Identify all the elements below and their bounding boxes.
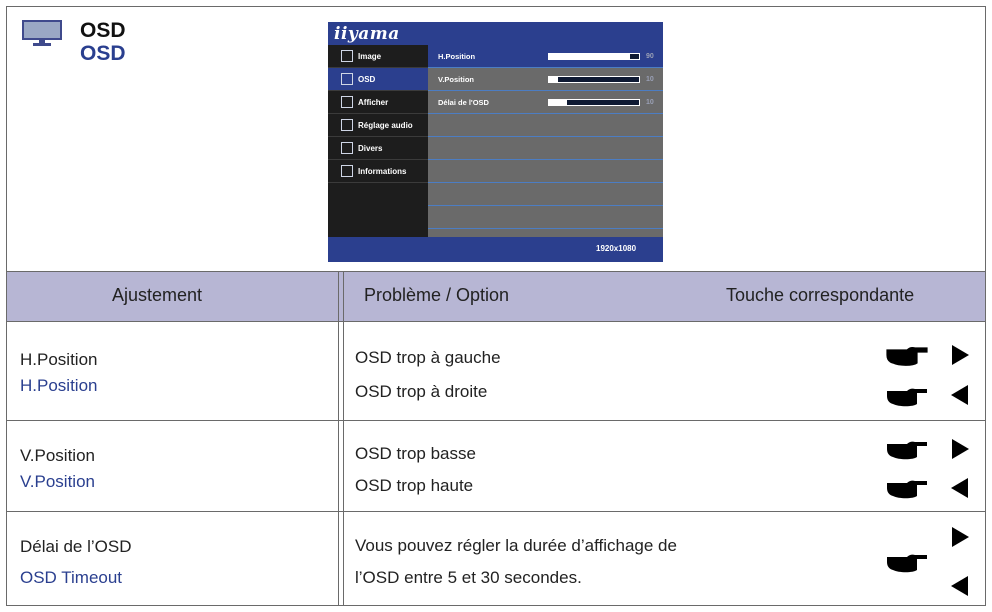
osd-menu-item-informations[interactable] [328,160,428,183]
option-text: OSD trop à gauche [355,348,501,367]
osd-menu-item-divers[interactable] [328,137,428,160]
page-title: OSD [80,19,126,42]
divider [6,420,986,421]
pointing-hand-icon [885,476,929,500]
divider [6,321,986,322]
right-arrow-icon[interactable] [950,526,970,548]
osd-row-value: 10 [646,76,654,83]
pointing-hand-icon [885,343,929,367]
speaker-icon [341,119,353,131]
osd-menu-item-osd[interactable] [328,68,428,91]
osd-row-empty [428,183,663,206]
osd-slider-fill [549,100,567,105]
info-icon [341,165,353,177]
osd-slider[interactable] [548,76,640,83]
option-text: Vous pouvez régler la durée d’affichage de [355,536,677,555]
osd-menu-item-afficher[interactable] [328,91,428,114]
osd-menu-item-image[interactable] [328,45,428,68]
page-title-translation: OSD [80,42,126,65]
adjustment-name-translation: OSD Timeout [20,568,123,587]
pointing-hand-icon [885,550,929,574]
divider [6,511,986,512]
right-arrow-icon[interactable] [950,344,970,366]
adjustment-name-translation: V.Position [20,472,95,491]
osd-menu-label: Afficher [358,98,389,107]
osd-row-value: 10 [646,99,654,106]
adjustment-name: H.Position [20,350,98,369]
osd-menu-label: Image [358,52,382,61]
column-header-adjustment: Ajustement [112,285,203,305]
column-divider [338,272,339,606]
osd-screen [328,22,663,262]
osd-row-label: V.Position [438,75,474,84]
left-arrow-icon[interactable] [950,384,970,406]
osd-menu-label: OSD [358,75,376,84]
column-header-problem: Problème / Option [364,285,510,305]
adjustment-name: Délai de l’OSD [20,537,132,556]
osd-sidebar [328,45,428,237]
option-text: l’OSD entre 5 et 30 secondes. [355,568,582,587]
osd-row-empty [428,160,663,183]
divider [6,271,986,272]
brand-logo: iiyama [334,24,400,44]
image-icon [341,50,353,62]
option-text: OSD trop haute [355,476,474,495]
osd-menu-label: Divers [358,144,383,153]
osd-row-timeout[interactable] [428,91,663,114]
osd-row-vposition[interactable] [428,68,663,91]
column-header-key: Touche correspondante [726,285,915,305]
osd-icon [341,73,353,85]
resolution-readout: 1920x1080 [596,244,637,253]
osd-row-hposition[interactable] [428,45,663,68]
osd-slider-fill [549,54,630,59]
osd-row-value: 90 [646,53,654,60]
osd-slider[interactable] [548,53,640,60]
monitor-icon [22,20,62,46]
osd-menu-label: Réglage audio [358,121,413,130]
display-icon [341,96,353,108]
pointing-hand-icon [885,384,929,408]
adjustment-name: V.Position [20,446,95,465]
osd-status-bar [328,237,663,262]
wrench-icon [341,142,353,154]
osd-row-empty [428,137,663,160]
option-text: OSD trop basse [355,444,476,463]
osd-slider[interactable] [548,99,640,106]
osd-row-label: Délai de l'OSD [438,98,489,107]
column-divider [343,272,344,606]
right-arrow-icon[interactable] [950,438,970,460]
osd-menu-label: Informations [358,167,407,176]
pointing-hand-icon [885,437,929,461]
left-arrow-icon[interactable] [950,575,970,597]
osd-row-label: H.Position [438,52,476,61]
option-text: OSD trop à droite [355,382,488,401]
left-arrow-icon[interactable] [950,477,970,499]
osd-menu-item-audio[interactable] [328,114,428,137]
osd-top-bar [328,22,663,45]
osd-row-empty [428,206,663,229]
osd-row-empty [428,114,663,137]
osd-slider-fill [549,77,558,82]
osd-main-panel [428,45,663,237]
adjustment-name-translation: H.Position [20,376,98,395]
